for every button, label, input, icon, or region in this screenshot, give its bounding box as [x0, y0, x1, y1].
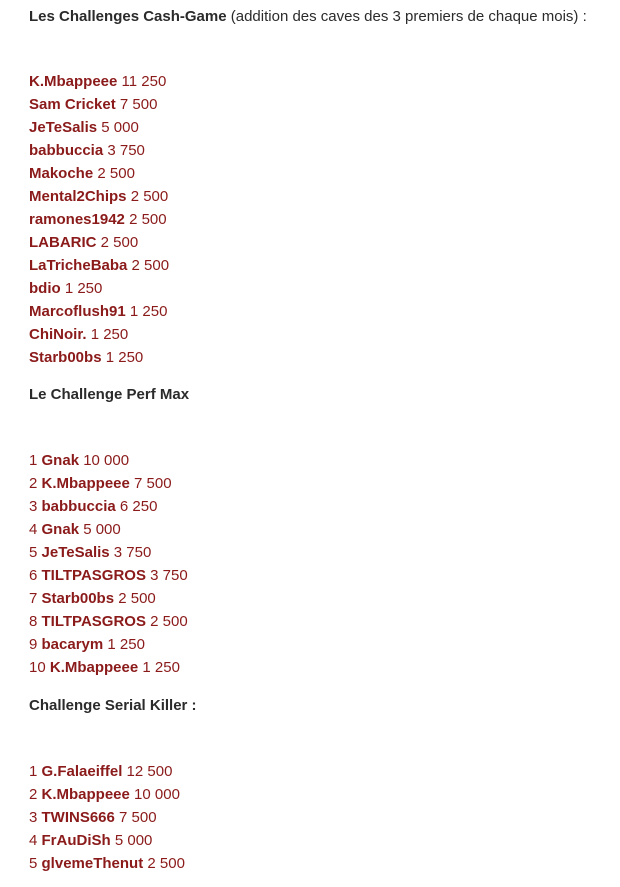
entry-rank: 4: [29, 521, 38, 538]
entry-player-name: bdio: [29, 280, 61, 297]
ranking-entry: [29, 93, 620, 116]
entry-player-name: K.Mbappeee: [49, 659, 139, 676]
section-cash-game: [29, 7, 620, 369]
ranking-entry: [29, 783, 620, 806]
entry-player-name: babbuccia: [41, 498, 116, 515]
entry-player-name: ramones1942: [29, 211, 125, 228]
ranking-entry: [29, 656, 620, 679]
entry-player-name: K.Mbappeee: [29, 73, 118, 90]
section-serial-killer: [29, 696, 620, 875]
entry-player-name: JeTeSalis: [41, 544, 110, 561]
entry-score: 10 000: [134, 786, 180, 803]
section-title: Les Challenges Cash-Game: [29, 8, 227, 25]
entry-rank: 2: [29, 475, 38, 492]
entry-rank: 6: [29, 567, 38, 584]
entry-score: 11 250: [121, 73, 167, 90]
entry-player-name: LABARIC: [29, 234, 97, 251]
entry-score: 2 500: [147, 855, 185, 872]
entry-score: 2 500: [100, 234, 139, 251]
ranking-entry: [29, 139, 620, 162]
entry-player-name: JeTeSalis: [29, 119, 98, 136]
entry-player-name: G.Falaeiffel: [41, 763, 123, 780]
section-heading: [29, 696, 620, 716]
entry-player-name: Mental2Chips: [29, 188, 127, 205]
entry-score: 1 250: [105, 349, 144, 366]
ranking-list: [29, 70, 620, 369]
ranking-entry: [29, 852, 620, 875]
ranking-entry: [29, 518, 620, 541]
entry-rank: 5: [29, 544, 38, 561]
ranking-entry: [29, 116, 620, 139]
section-heading: [29, 7, 620, 27]
entry-score: 10 000: [83, 452, 130, 469]
entry-score: 1 250: [129, 303, 168, 320]
entry-player-name: TILTPASGROS: [41, 613, 146, 630]
entry-score: 1 250: [107, 636, 145, 653]
entry-score: 2 500: [97, 165, 135, 182]
ranking-entry: [29, 449, 620, 472]
ranking-list: [29, 760, 620, 875]
ranking-entry: [29, 495, 620, 518]
entry-player-name: LaTricheBaba: [29, 257, 128, 274]
ranking-entry: [29, 564, 620, 587]
entry-score: 1 250: [142, 659, 180, 676]
entry-player-name: Gnak: [41, 452, 80, 469]
entry-player-name: babbuccia: [29, 142, 104, 159]
ranking-entry: [29, 541, 620, 564]
entry-score: 2 500: [129, 211, 167, 228]
entry-score: 7 500: [119, 96, 158, 113]
entry-player-name: Starb00bs: [29, 349, 102, 366]
entry-rank: 10: [29, 659, 46, 676]
ranking-entry: [29, 300, 620, 323]
ranking-entry: [29, 633, 620, 656]
section-title: Challenge Serial Killer :: [29, 697, 197, 714]
entry-score: 2 500: [131, 257, 170, 274]
entry-player-name: ChiNoir.: [29, 326, 87, 343]
entry-score: 12 500: [126, 763, 173, 780]
ranking-list: [29, 449, 620, 679]
entry-player-name: Gnak: [41, 521, 80, 538]
entry-score: 5 000: [114, 832, 153, 849]
entry-score: 7 500: [119, 809, 157, 826]
ranking-entry: [29, 323, 620, 346]
entry-score: 5 000: [83, 521, 121, 538]
ranking-entry: [29, 277, 620, 300]
ranking-entry: [29, 610, 620, 633]
ranking-entry: [29, 70, 620, 93]
ranking-entry: [29, 760, 620, 783]
section-title: Le Challenge Perf Max: [29, 386, 190, 403]
entry-player-name: TWINS666: [41, 809, 115, 826]
entry-score: 3 750: [113, 544, 152, 561]
entry-rank: 1: [29, 763, 38, 780]
entry-rank: 1: [29, 452, 38, 469]
entry-score: 3 750: [150, 567, 188, 584]
ranking-entry: [29, 254, 620, 277]
section-perf-max: [29, 385, 620, 679]
entry-score: 7 500: [134, 475, 172, 492]
entry-rank: 8: [29, 613, 38, 630]
ranking-entry: [29, 231, 620, 254]
entry-score: 6 250: [119, 498, 158, 515]
entry-player-name: bacarym: [41, 636, 104, 653]
entry-score: 2 500: [130, 188, 169, 205]
entry-player-name: glvemeThenut: [41, 855, 144, 872]
entry-rank: 3: [29, 809, 38, 826]
entry-score: 1 250: [90, 326, 129, 343]
entry-player-name: K.Mbappeee: [41, 475, 130, 492]
entry-rank: 2: [29, 786, 38, 803]
ranking-entry: [29, 472, 620, 495]
section-subtitle: (addition des caves des 3 premiers de chaque mois) :: [230, 8, 587, 25]
entry-rank: 7: [29, 590, 38, 607]
ranking-entry: [29, 829, 620, 852]
entry-player-name: Starb00bs: [41, 590, 115, 607]
entry-player-name: Makoche: [29, 165, 94, 182]
ranking-entry: [29, 587, 620, 610]
entry-rank: 4: [29, 832, 38, 849]
ranking-entry: [29, 208, 620, 231]
entry-player-name: Marcoflush91: [29, 303, 126, 320]
entry-score: 3 750: [107, 142, 145, 159]
ranking-entry: [29, 806, 620, 829]
entry-score: 2 500: [150, 613, 188, 630]
entry-rank: 5: [29, 855, 38, 872]
entry-rank: 3: [29, 498, 38, 515]
section-heading: [29, 385, 620, 405]
ranking-entry: [29, 185, 620, 208]
ranking-entry: [29, 346, 620, 369]
ranking-entry: [29, 162, 620, 185]
entry-score: 2 500: [118, 590, 156, 607]
entry-rank: 9: [29, 636, 38, 653]
entry-player-name: K.Mbappeee: [41, 786, 130, 803]
entry-player-name: FrAuDiSh: [41, 832, 111, 849]
entry-player-name: TILTPASGROS: [41, 567, 146, 584]
entry-score: 5 000: [101, 119, 139, 136]
entry-player-name: Sam Cricket: [29, 96, 116, 113]
entry-score: 1 250: [64, 280, 103, 297]
